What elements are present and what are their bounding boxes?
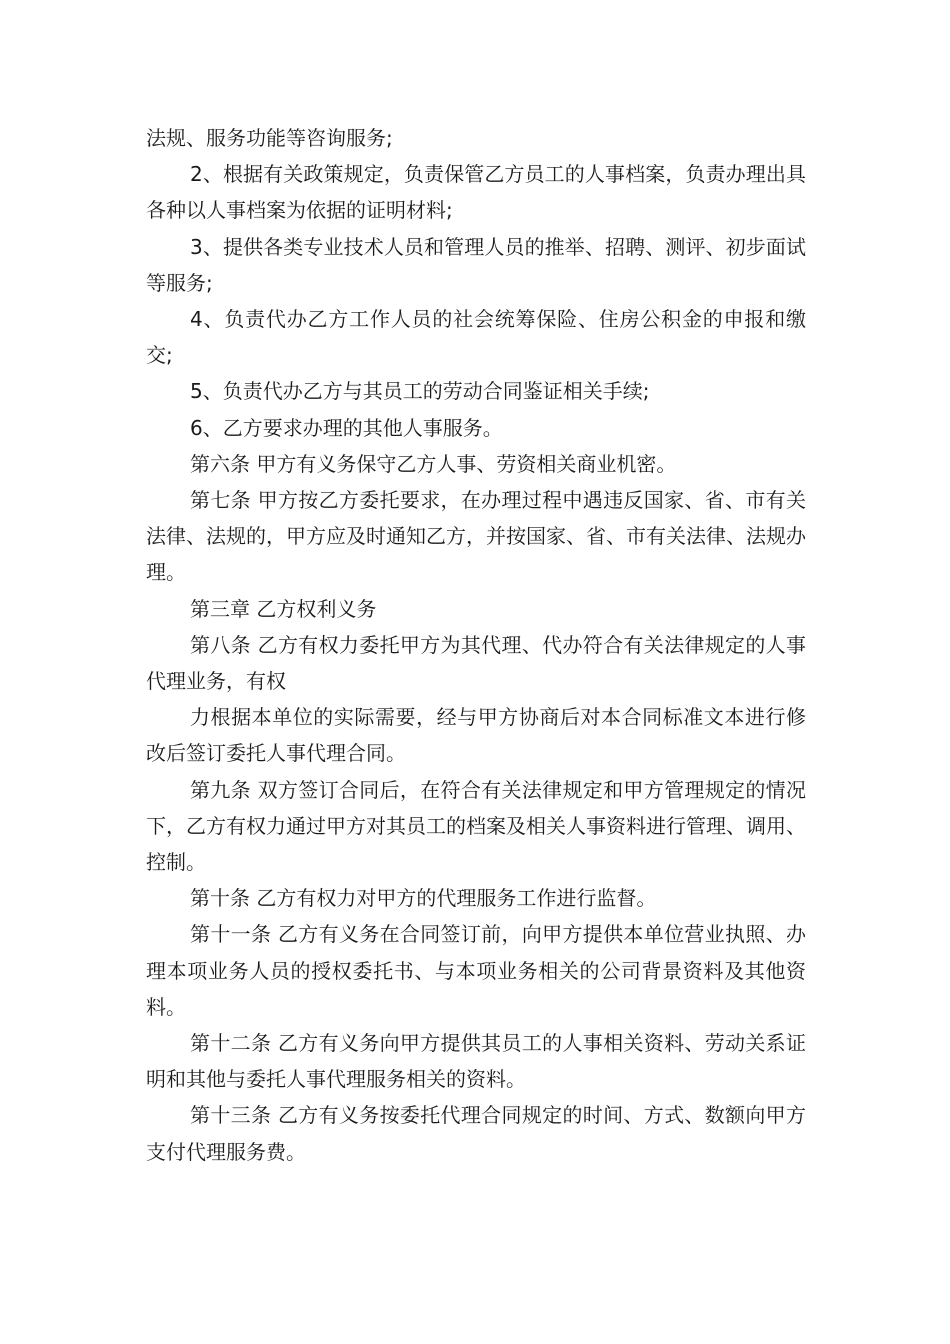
paragraph-article-13: 第十三条 乙方有义务按委托代理合同规定的时间、方式、数额向甲方支付代理服务费。 [146, 1103, 806, 1164]
paragraph-item-6: 6、乙方要求办理的其他人事服务。 [190, 415, 503, 440]
paragraph-article-8-continued: 力根据本单位的实际需要，经与甲方协商后对本合同标准文本进行修改后签订委托人事代理合同。 [146, 705, 806, 766]
document-body [146, 120, 806, 1170]
paragraph-item-3: 3、提供各类专业技术人员和管理人员的推举、招聘、测评、初步面试等服务; [146, 234, 806, 295]
paragraph-item-4: 4、负责代办乙方工作人员的社会统筹保险、住房公积金的申报和缴交; [146, 307, 806, 368]
paragraph-article-10: 第十条 乙方有权力对甲方的代理服务工作进行监督。 [190, 886, 657, 911]
paragraph-item-5: 5、负责代办乙方与其员工的劳动合同鉴证相关手续; [190, 379, 650, 404]
paragraph-continuation: 法规、服务功能等咨询服务; [146, 126, 393, 150]
chapter-heading-3: 第三章 乙方权利义务 [190, 596, 377, 621]
paragraph-article-7: 第七条 甲方按乙方委托要求，在办理过程中遇违反国家、省、市有关法律、法规的，甲方应及时通知乙方，并按国家、省、市有关法律、法规办理。 [146, 488, 806, 585]
paragraph-article-6: 第六条 甲方有义务保守乙方人事、劳资相关商业机密。 [190, 451, 677, 476]
paragraph-article-11: 第十一条 乙方有义务在合同签订前，向甲方提供本单位营业执照、办理本项业务人员的授权委托书、与本项业务相关的公司背景资料及其他资料。 [146, 922, 806, 1019]
paragraph-article-12: 第十二条 乙方有义务向甲方提供其员工的人事相关资料、劳动关系证明和其他与委托人事代理服务相关的资料。 [146, 1031, 806, 1092]
paragraph-item-2: 2、根据有关政策规定，负责保管乙方员工的人事档案，负责办理出具各种以人事档案为依据的证明材料; [146, 162, 806, 223]
paragraph-article-9: 第九条 双方签订合同后，在符合有关法律规定和甲方管理规定的情况下，乙方有权力通过甲方对其员工的档案及相关人事资料进行管理、调用、控制。 [146, 777, 806, 875]
paragraph-article-8: 第八条 乙方有权力委托甲方为其代理、代办符合有关法律规定的人事代理业务，有权 [146, 632, 806, 694]
